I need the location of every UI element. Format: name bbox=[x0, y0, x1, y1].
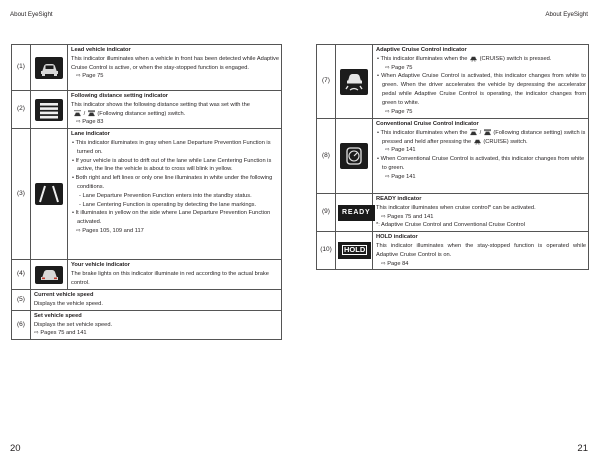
ready-icon: READY bbox=[338, 205, 375, 221]
icon-cell bbox=[336, 119, 373, 194]
indicator-title: Lead vehicle indicator bbox=[71, 47, 131, 53]
indicator-title: HOLD indicator bbox=[376, 234, 418, 241]
table-row bbox=[12, 260, 282, 290]
indicator-title: Adaptive Cruise Control indicator bbox=[376, 47, 467, 53]
indicator-description bbox=[373, 232, 589, 270]
sub-list-item: - Lane Centering Function is operating by detecting the lane markings. bbox=[79, 201, 257, 208]
distance-switch-icon bbox=[469, 129, 478, 136]
acc-car-icon bbox=[340, 69, 368, 95]
row-number: (7) bbox=[317, 45, 336, 119]
list-item: • When Adaptive Cruise Control is activated, this indicator changes from white to green. When the driver accelerates the vehicle by depressing the accelerator pedal while Adaptive Cruise Control is operating, the indicator changes from green to white. bbox=[377, 73, 586, 106]
list-item: • This indicator illuminates when the / (Following distance setting) switch is pressed and held after pressing the (CRUISE) switch. bbox=[377, 129, 586, 145]
footnote: *: Adaptive Cruise Control and Conventional Cruise Control bbox=[376, 222, 525, 229]
indicator-description bbox=[373, 45, 589, 119]
indicator-description bbox=[31, 290, 282, 311]
indicator-description bbox=[373, 194, 589, 232]
indicator-description bbox=[373, 119, 589, 194]
page-number-right: 21 bbox=[577, 443, 588, 454]
indicator-text: This indicator illuminates when the stay-stopped function is operated while Adaptive Cruise Control is on. bbox=[376, 242, 586, 258]
row-number: (8) bbox=[317, 119, 336, 194]
row-number: (1) bbox=[12, 45, 31, 91]
indicator-description bbox=[68, 45, 282, 91]
indicator-description bbox=[31, 310, 282, 339]
hold-icon: HOLD bbox=[338, 242, 371, 259]
row-number: (2) bbox=[12, 91, 31, 129]
indicator-title: Your vehicle indicator bbox=[71, 262, 130, 269]
indicator-text-switch: / (Following distance setting) switch. bbox=[71, 110, 279, 119]
page-header-left: About EyeSight bbox=[10, 11, 53, 18]
list-item: • If your vehicle is about to drift out of the lane while Lane Centering Function is active, the line the vehicle is about to cross will blink in yellow. bbox=[72, 157, 272, 173]
row-number: (6) bbox=[12, 310, 31, 339]
table-row bbox=[12, 45, 282, 91]
page-number-left: 20 bbox=[10, 443, 21, 454]
page-reference: ⇨ Pages 105, 109 and 117 bbox=[76, 227, 144, 234]
indicator-description bbox=[68, 260, 282, 290]
list-item: • Both right and left lines or only one line illuminates in white under the following conditions. bbox=[72, 175, 273, 190]
page-header-right: About EyeSight bbox=[545, 11, 588, 18]
indicator-text: Displays the set vehicle speed. bbox=[34, 321, 113, 328]
table-row bbox=[12, 310, 282, 339]
indicator-text: This indicator illuminates when cruise control* can be activated. bbox=[376, 204, 536, 211]
icon-cell bbox=[336, 45, 373, 119]
your-vehicle-icon bbox=[35, 266, 63, 284]
row-number: (10) bbox=[317, 232, 336, 270]
list-item: • This indicator illuminates when the (CRUISE) switch is pressed. bbox=[377, 55, 552, 62]
sub-list-item: - Lane Departure Prevention Function enters into the standby status. bbox=[79, 192, 252, 199]
icon-cell bbox=[31, 260, 68, 290]
list-item: • When Conventional Cruise Control is activated, this indicator changes from white to green. bbox=[377, 156, 585, 171]
cruise-switch-icon bbox=[469, 55, 478, 62]
distance-switch-icon bbox=[483, 129, 492, 136]
page-reference: ⇨ Page 141 bbox=[385, 173, 416, 180]
icon-cell bbox=[31, 129, 68, 260]
cruise-speedometer-icon bbox=[340, 143, 368, 169]
table-row bbox=[12, 290, 282, 311]
icon-cell bbox=[336, 232, 373, 270]
indicator-title: READY indicator bbox=[376, 196, 422, 202]
indicator-title: Following distance setting indicator bbox=[71, 93, 169, 99]
lane-icon bbox=[35, 183, 63, 205]
indicator-title: Set vehicle speed bbox=[34, 312, 82, 319]
table-row bbox=[12, 91, 282, 129]
table-row bbox=[317, 194, 589, 232]
page-reference: ⇨ Pages 75 and 141 bbox=[34, 330, 87, 337]
cruise-switch-icon bbox=[473, 138, 482, 145]
indicator-text: Displays the vehicle speed. bbox=[34, 300, 103, 307]
right-indicator-table bbox=[316, 44, 589, 270]
icon-cell bbox=[31, 45, 68, 91]
indicator-description bbox=[68, 129, 282, 260]
left-indicator-table bbox=[11, 44, 282, 340]
distance-switch-icon bbox=[87, 110, 96, 117]
list-item: • This indicator illuminates in gray when Lane Departure Prevention Function is turned on. bbox=[72, 139, 271, 155]
indicator-text: The brake lights on this indicator illuminate in red according to the actual brake control. bbox=[71, 270, 269, 286]
table-row bbox=[317, 232, 589, 270]
row-number: (4) bbox=[12, 260, 31, 290]
indicator-text: This indicator illuminates when a vehicle in front has been detected while Adaptive Cruise Control is active, or when the stay-stopped function is engaged. bbox=[71, 55, 279, 71]
lead-vehicle-icon bbox=[35, 57, 63, 79]
indicator-text: This indicator shows the following distance setting that was set with the bbox=[71, 101, 250, 108]
page-reference: ⇨ Page 75 bbox=[385, 64, 413, 71]
icon-cell bbox=[336, 194, 373, 232]
row-number: (3) bbox=[12, 129, 31, 260]
page-reference: ⇨ Page 75 bbox=[76, 73, 104, 80]
page-reference: ⇨ Page 84 bbox=[381, 260, 409, 267]
icon-cell bbox=[31, 91, 68, 129]
page-reference: ⇨ Page 83 bbox=[76, 119, 104, 126]
table-row bbox=[317, 45, 589, 119]
table-row bbox=[317, 119, 589, 194]
indicator-title: Current vehicle speed bbox=[34, 292, 94, 299]
page-reference: ⇨ Page 75 bbox=[385, 108, 413, 115]
page-reference: ⇨ Page 141 bbox=[385, 147, 416, 154]
indicator-title: Lane indicator bbox=[71, 131, 110, 138]
indicator-title: Conventional Cruise Control indicator bbox=[376, 121, 479, 127]
row-number: (9) bbox=[317, 194, 336, 232]
row-number: (5) bbox=[12, 290, 31, 311]
page-reference: ⇨ Pages 75 and 141 bbox=[381, 213, 434, 220]
list-item: • It illuminates in yellow on the side where Lane Departure Prevention Function activated. bbox=[72, 210, 271, 226]
indicator-description bbox=[68, 91, 282, 129]
following-distance-icon bbox=[35, 99, 63, 121]
table-row bbox=[12, 129, 282, 260]
distance-switch-icon bbox=[73, 110, 82, 117]
